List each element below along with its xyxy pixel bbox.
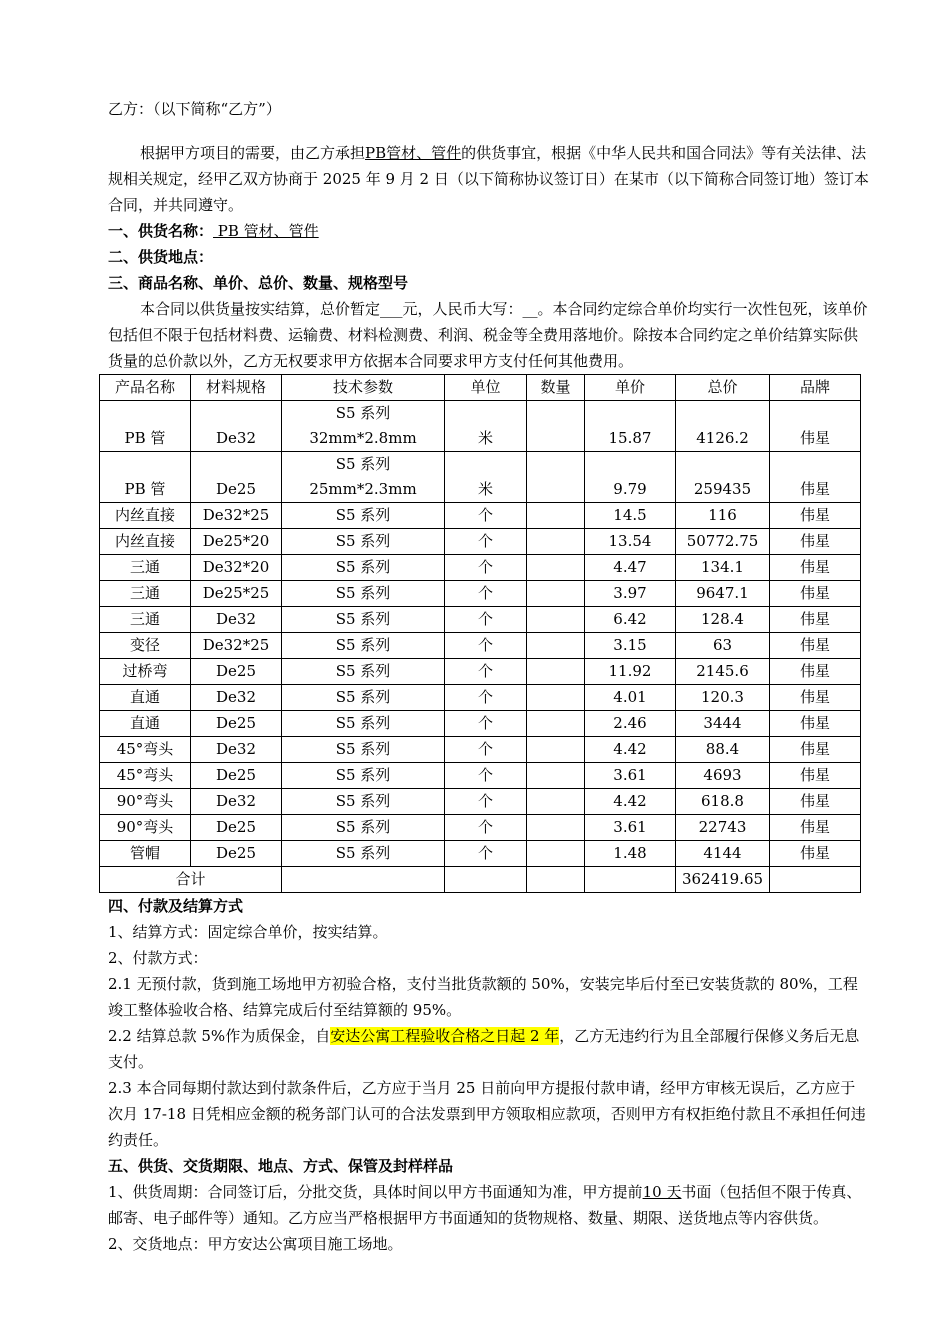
param-line: S5 系列 [335,455,391,473]
cell-total: 9647.1 [676,581,770,607]
cell-name: 变径 [100,633,191,659]
table-row [100,581,861,607]
cell-qty [527,711,585,737]
cell-qty [527,503,585,529]
cell-qty [527,581,585,607]
cell-brand: 伟星 [770,815,861,841]
cell-name: PB 管 [100,452,191,503]
cell-param: S5 系列 [282,711,445,737]
cell-spec: De32 [191,737,282,763]
table-row [100,452,861,503]
cell-name: 过桥弯 [100,659,191,685]
cell-unit: 个 [445,841,527,867]
cell-qty [527,789,585,815]
cell-brand: 伟星 [770,401,861,452]
section-4-title: 四、付款及结算方式 [108,897,244,915]
cell-param: S5 系列 [282,581,445,607]
p22-text-a: 2.2 结算总款 5%作为质保金，自 [108,1027,331,1045]
cell-total: 4693 [676,763,770,789]
table-row [100,841,861,867]
section-4-item-2: 2、付款方式： [108,949,208,967]
header-cell: 单位 [445,375,527,401]
cell-unit: 个 [445,503,527,529]
total-label: 合计 [100,867,282,893]
cell-name: 90°弯头 [100,815,191,841]
cell-price: 3.97 [585,581,676,607]
section-5-item-2: 2、交货地点：甲方安达公寓项目施工场地。 [108,1235,403,1253]
header-cell: 品牌 [770,375,861,401]
cell-brand: 伟星 [770,841,861,867]
cell-unit: 个 [445,711,527,737]
empty-cell [445,867,527,893]
p22-highlight: 安达公寓工程验收合格之日起 2 年 [330,1027,560,1045]
cell-unit: 个 [445,685,527,711]
table-row [100,685,861,711]
cell-brand: 伟星 [770,503,861,529]
s5p1-text-a: 1、供货周期：合同签订后，分批交货，具体时间以甲方书面通知为准，甲方提前 [108,1183,643,1201]
cell-total: 618.8 [676,789,770,815]
cell-price: 4.42 [585,789,676,815]
table-row [100,607,861,633]
cell-name: 90°弯头 [100,789,191,815]
cell-spec: De32*20 [191,555,282,581]
cell-qty [527,607,585,633]
s5p1-text-b: 书面（包括但不限于传真、邮寄、电子邮件等）通知。乙方应当严格根据甲方书面通知的货物规格、数量、期限、送货地点等内容供货。 [108,1183,862,1227]
cell-price: 15.87 [585,401,676,452]
cell-spec: De25 [191,659,282,685]
cell-spec: De32*25 [191,633,282,659]
cell-spec: De32*25 [191,503,282,529]
cell-param [282,452,445,503]
cell-name: 三通 [100,607,191,633]
cell-unit: 个 [445,607,527,633]
cell-total: 128.4 [676,607,770,633]
cell-name: 管帽 [100,841,191,867]
cell-qty [527,633,585,659]
cell-brand: 伟星 [770,633,861,659]
table-row [100,401,861,452]
cell-spec: De32 [191,607,282,633]
contract-page [108,96,870,1257]
header-cell: 产品名称 [100,375,191,401]
cell-param: S5 系列 [282,659,445,685]
section-4-item-2-1: 2.1 无预付款，货到施工场地甲方初验合格，支付当批货款额的 50%，安装完毕后付至已安装货款的 80%，工程竣工整体验收合格、结算完成后付至结算额的 95%。 [108,975,858,1019]
cell-name: 45°弯头 [100,737,191,763]
empty-cell [527,867,585,893]
table-row [100,737,861,763]
cell-total: 2145.6 [676,659,770,685]
cell-spec: De25 [191,841,282,867]
cell-unit: 个 [445,555,527,581]
table-header-row [100,375,861,401]
section-4-item-1: 1、结算方式：固定综合单价，按实结算。 [108,923,388,941]
cell-total: 4144 [676,841,770,867]
intro-paragraph [108,140,870,218]
cell-qty [527,529,585,555]
section-1-value: PB 管材、管件 [213,222,319,240]
cell-spec: De32 [191,401,282,452]
cell-name: 直通 [100,685,191,711]
cell-price: 4.47 [585,555,676,581]
intro-text-1: 根据甲方项目的需要，由乙方承担 [140,144,366,162]
cell-total: 259435 [676,452,770,503]
cell-name: 三通 [100,581,191,607]
intro-goods: PB管材、管件 [365,144,462,162]
cell-price: 6.42 [585,607,676,633]
cell-brand: 伟星 [770,711,861,737]
table-row [100,555,861,581]
cell-param [282,401,445,452]
cell-qty [527,685,585,711]
cell-qty [527,763,585,789]
cell-total: 63 [676,633,770,659]
section-4-item-2-3: 2.3 本合同每期付款达到付款条件后，乙方应于当月 25 日前向甲方提报付款申请，经甲方审核无误后，乙方应于次月 17-18 日凭相应金额的税务部门认可的合法发票到甲方领取相应款项，否则甲方有权拒绝付款且不承担任何违约责任。 [108,1079,866,1149]
cell-param: S5 系列 [282,685,445,711]
cell-unit: 个 [445,633,527,659]
cell-brand: 伟星 [770,737,861,763]
cell-spec: De25 [191,815,282,841]
cell-unit: 个 [445,815,527,841]
cell-param: S5 系列 [282,633,445,659]
cell-qty [527,659,585,685]
cell-name: PB 管 [100,401,191,452]
cell-spec: De32 [191,685,282,711]
header-cell: 单价 [585,375,676,401]
cell-spec: De32 [191,789,282,815]
cell-name: 45°弯头 [100,763,191,789]
section-3-title: 三、商品名称、单价、总价、数量、规格型号 [108,274,409,292]
cell-param: S5 系列 [282,555,445,581]
cell-price: 2.46 [585,711,676,737]
cell-param: S5 系列 [282,503,445,529]
cell-brand: 伟星 [770,789,861,815]
cell-price: 3.61 [585,763,676,789]
cell-qty [527,841,585,867]
cell-price: 11.92 [585,659,676,685]
table-row [100,503,861,529]
cell-brand: 伟星 [770,529,861,555]
cell-name: 直通 [100,711,191,737]
goods-table [99,374,861,893]
cell-param: S5 系列 [282,737,445,763]
table-total-row [100,867,861,893]
cell-param: S5 系列 [282,789,445,815]
intro-text-2: 的供货事宜，根据《中华人民共和国合同法》等有关法律、法规相关规定，经甲乙双方协商于 2025 年 9 月 2 日（以下简称协议签订日）在某市（以下简称合同签订地）签订本合同，并共同遵守。 [108,144,869,214]
cell-name: 三通 [100,555,191,581]
cell-spec: De25*25 [191,581,282,607]
cell-qty [527,737,585,763]
cell-unit: 米 [445,401,527,452]
cell-total: 3444 [676,711,770,737]
table-row [100,659,861,685]
header-cell: 数量 [527,375,585,401]
header-cell: 技术参数 [282,375,445,401]
cell-total: 22743 [676,815,770,841]
cell-total: 88.4 [676,737,770,763]
cell-spec: De25 [191,452,282,503]
cell-total: 116 [676,503,770,529]
header-cell: 总价 [676,375,770,401]
s5p1-underline: 10 天 [642,1183,682,1201]
cell-price: 3.15 [585,633,676,659]
cell-brand: 伟星 [770,685,861,711]
cell-brand: 伟星 [770,659,861,685]
cell-total: 50772.75 [676,529,770,555]
cell-price: 14.5 [585,503,676,529]
section-5-title: 五、供货、交货期限、地点、方式、保管及封样样品 [108,1157,454,1175]
cell-price: 1.48 [585,841,676,867]
cell-unit: 米 [445,452,527,503]
section-2-label: 二、供货地点： [108,248,214,266]
section-1 [108,218,870,244]
cell-unit: 个 [445,763,527,789]
param-line: 25mm*2.3mm [309,480,417,498]
section-4-item-2-2 [108,1023,870,1075]
table-row [100,815,861,841]
cell-param: S5 系列 [282,815,445,841]
cell-brand: 伟星 [770,581,861,607]
party-b-line: 乙方：（以下简称“乙方”） [108,100,281,118]
cell-qty [527,401,585,452]
cell-qty [527,815,585,841]
empty-cell [585,867,676,893]
cell-total: 120.3 [676,685,770,711]
param-line: S5 系列 [335,404,391,422]
cell-brand: 伟星 [770,452,861,503]
cell-param: S5 系列 [282,607,445,633]
empty-cell [282,867,445,893]
cell-total: 4126.2 [676,401,770,452]
header-cell: 材料规格 [191,375,282,401]
cell-unit: 个 [445,529,527,555]
cell-param: S5 系列 [282,529,445,555]
section-3-paragraph: 本合同以供货量按实结算，总价暂定___元，人民币大写：__。本合同约定综合单价均实行一次性包死，该单价包括但不限于包括材料费、运输费、材料检测费、利润、税金等全费用落地价。除按本合同约定之单价结算实际供货量的总价款以外，乙方无权要求甲方依据本合同要求甲方支付任何其他费用。 [108,300,868,370]
cell-price: 4.42 [585,737,676,763]
table-row [100,711,861,737]
cell-param: S5 系列 [282,763,445,789]
empty-cell [770,867,861,893]
table-row [100,633,861,659]
cell-unit: 个 [445,737,527,763]
cell-spec: De25 [191,711,282,737]
cell-total: 134.1 [676,555,770,581]
cell-name: 内丝直接 [100,529,191,555]
section-5-item-1 [108,1179,870,1231]
cell-unit: 个 [445,659,527,685]
table-row [100,529,861,555]
cell-unit: 个 [445,581,527,607]
cell-name: 内丝直接 [100,503,191,529]
table-row [100,789,861,815]
section-1-label: 一、供货名称： [108,222,214,240]
cell-qty [527,555,585,581]
table-row [100,763,861,789]
param-line: 32mm*2.8mm [309,429,417,447]
cell-price: 4.01 [585,685,676,711]
cell-brand: 伟星 [770,607,861,633]
cell-unit: 个 [445,789,527,815]
cell-spec: De25*20 [191,529,282,555]
cell-price: 9.79 [585,452,676,503]
cell-brand: 伟星 [770,555,861,581]
p22-text-b: ，乙方无违约行为且全部履行保修义务后无息支付。 [108,1027,860,1071]
cell-brand: 伟星 [770,763,861,789]
total-value: 362419.65 [676,867,770,893]
cell-qty [527,452,585,503]
cell-price: 3.61 [585,815,676,841]
cell-price: 13.54 [585,529,676,555]
cell-spec: De25 [191,763,282,789]
cell-param: S5 系列 [282,841,445,867]
